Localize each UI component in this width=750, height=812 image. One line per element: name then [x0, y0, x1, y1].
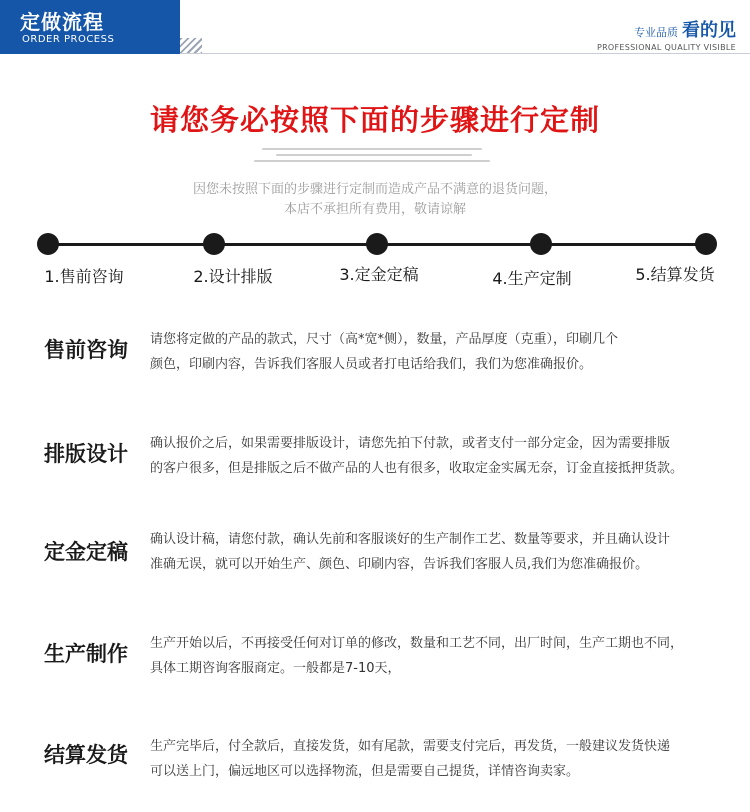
- step-label: 2.设计排版: [193, 267, 273, 286]
- section-title: 结算发货: [44, 743, 128, 767]
- main-title: 请您务必按照下面的步骤进行定制: [149, 103, 600, 137]
- step-label: 3.定金定稿: [339, 265, 419, 284]
- page-header: [0, 0, 750, 58]
- section-text-line: 可以送上门，偏远地区可以选择物流，但是需要自己提货，详情咨询卖家。: [150, 764, 580, 779]
- timeline-dot: [695, 233, 717, 255]
- quality-big-text: 看的见: [682, 20, 736, 41]
- header-divider: [180, 53, 750, 54]
- step-label: 1.售前咨询: [44, 267, 124, 286]
- section-title: 售前咨询: [44, 338, 128, 362]
- header-stripe-decoration: [180, 38, 202, 54]
- header-badge: [0, 0, 180, 54]
- faint-decoration-line: [0, 148, 750, 150]
- notice-line-2: 本店不承担所有费用，敬请谅解: [283, 202, 466, 217]
- section-title: 排版设计: [44, 442, 128, 466]
- notice-line-1: 因您未按照下面的步骤进行定制而造成产品不满意的退货问题，: [192, 182, 557, 197]
- header-title: 定做流程: [20, 10, 104, 34]
- section-text-line: 生产完毕后，付全款后，直接发货，如有尾款，需要支付完后，再发货，一般建议发货快递: [150, 739, 671, 754]
- step-label: 5.结算发货: [635, 265, 715, 284]
- section-text-line: 准确无误，就可以开始生产、颜色、印刷内容，告诉我们客服人员,我们为您准确报价。: [150, 557, 649, 572]
- quality-small-text: 专业品质: [634, 26, 678, 39]
- faint-decoration-line: [0, 154, 750, 156]
- section-text-line: 的客户很多，但是排版之后不做产品的人也有很多，收取定金实属无奈，订金直接抵押货款。: [150, 461, 684, 476]
- section-text-line: 请您将定做的产品的款式，尺寸（高*宽*侧），数量，产品厚度（克重），印刷几个: [150, 332, 619, 347]
- timeline-dot: [37, 233, 59, 255]
- timeline-dot: [366, 233, 388, 255]
- timeline-dot: [203, 233, 225, 255]
- section-text-line: 确认设计稿，请您付款，确认先前和客服谈好的生产制作工艺、数量等要求，并且确认设计: [150, 532, 671, 547]
- section-title: 定金定稿: [44, 540, 128, 564]
- header-subtitle: ORDER PROCESS: [22, 34, 115, 45]
- section-text-line: 颜色，印刷内容，告诉我们客服人员或者打电话给我们，我们为您准确报价。: [150, 357, 593, 372]
- section-text-line: 生产开始以后，不再接受任何对订单的修改，数量和工艺不同，出厂时间，生产工期也不同，: [150, 636, 684, 651]
- faint-decoration-line: [0, 160, 750, 162]
- quality-english-text: PROFESSIONAL QUALITY VISIBLE: [596, 43, 736, 52]
- section-text-line: 确认报价之后，如果需要排版设计，请您先拍下付款，或者支付一部分定金，因为需要排版: [150, 436, 671, 451]
- section-title: 生产制作: [44, 642, 128, 666]
- process-timeline: [0, 228, 750, 288]
- quality-slogan: [597, 16, 736, 52]
- section-text-line: 具体工期咨询客服商定。一般都是7-10天，: [150, 661, 401, 676]
- step-label: 4.生产定制: [492, 269, 572, 288]
- timeline-dot: [530, 233, 552, 255]
